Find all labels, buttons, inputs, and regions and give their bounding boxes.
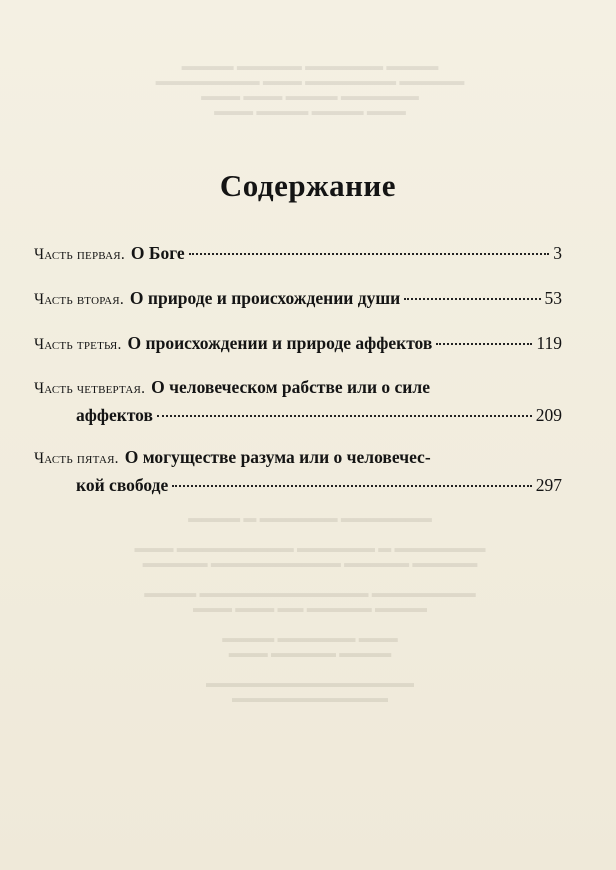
toc-page-number: 3 bbox=[553, 243, 562, 263]
toc-heading[interactable]: О могуществе разума или о человечес- bbox=[124, 447, 431, 467]
toc-page-number: 53 bbox=[544, 288, 562, 308]
toc-part-label: Часть вторая. bbox=[34, 291, 124, 308]
toc-page-number: 209 bbox=[535, 405, 562, 425]
leader-dots bbox=[436, 343, 532, 345]
toc-heading[interactable]: О человеческом рабстве или о силе bbox=[151, 377, 430, 397]
toc-heading[interactable]: О Боге bbox=[130, 243, 185, 263]
bleed-through-text-lower: ▬▬▬▬▬▬▬ ▬▬▬▬▬▬ ▬ ▬▬▬▬ ▬▬▬▬▬▬▬ ▬ ▬▬▬▬▬▬ ▬▬▬▬▬▬▬▬▬ ▬▬▬ ▬▬▬▬▬ ▬▬▬▬▬ ▬▬▬▬▬▬▬▬▬▬ ▬▬▬▬▬ ▬▬▬▬▬▬▬▬ ▬▬▬▬▬▬▬▬▬▬▬▬▬ ▬▬▬▬ ▬▬▬▬ ▬▬▬▬▬ ▬▬ ▬▬▬ ▬▬▬ ▬▬▬ ▬▬▬▬▬▬ ▬▬▬▬ ▬▬▬▬ ▬▬▬▬▬ ▬▬▬ ▬▬▬▬▬▬▬▬▬▬▬▬▬▬▬▬ ▬▬▬▬▬▬▬▬▬▬▬▬ bbox=[134, 510, 486, 705]
leader-dots bbox=[157, 415, 532, 417]
toc-entry[interactable] bbox=[34, 240, 562, 268]
page-title: Содержание bbox=[219, 168, 397, 203]
toc-part-label: Часть первая. bbox=[34, 246, 125, 263]
toc-entry[interactable] bbox=[34, 374, 562, 428]
toc-page-number: 297 bbox=[535, 475, 562, 495]
toc-entry[interactable] bbox=[34, 285, 562, 313]
toc-part-label: Часть пятая. bbox=[34, 450, 119, 467]
toc-entry[interactable] bbox=[34, 444, 562, 498]
toc-part-label: Часть четвертая. bbox=[34, 380, 146, 397]
toc-heading[interactable]: О природе и происхождении души bbox=[129, 288, 401, 308]
toc-heading[interactable]: О происхождении и природе аффектов bbox=[127, 333, 433, 353]
bleed-through-text: ▬▬▬▬ ▬▬▬▬▬▬ ▬▬▬▬▬ ▬▬▬▬ ▬▬▬▬▬ ▬▬▬▬▬▬▬ ▬▬▬ ▬▬▬▬▬▬▬▬ ▬▬▬▬▬▬ ▬▬▬▬ ▬▬▬ ▬▬▬ ▬▬▬ ▬▬▬▬ ▬▬▬▬ ▬▬▬ bbox=[155, 58, 465, 118]
toc-entry[interactable] bbox=[34, 330, 562, 358]
toc-page-number: 119 bbox=[536, 333, 562, 353]
toc-heading-continuation[interactable]: аффектов bbox=[76, 405, 153, 425]
leader-dots bbox=[404, 298, 540, 300]
leader-dots bbox=[189, 253, 550, 255]
toc-heading-continuation[interactable]: кой свободе bbox=[76, 475, 169, 495]
leader-dots bbox=[172, 485, 531, 487]
toc-part-label: Часть третья. bbox=[34, 336, 122, 353]
